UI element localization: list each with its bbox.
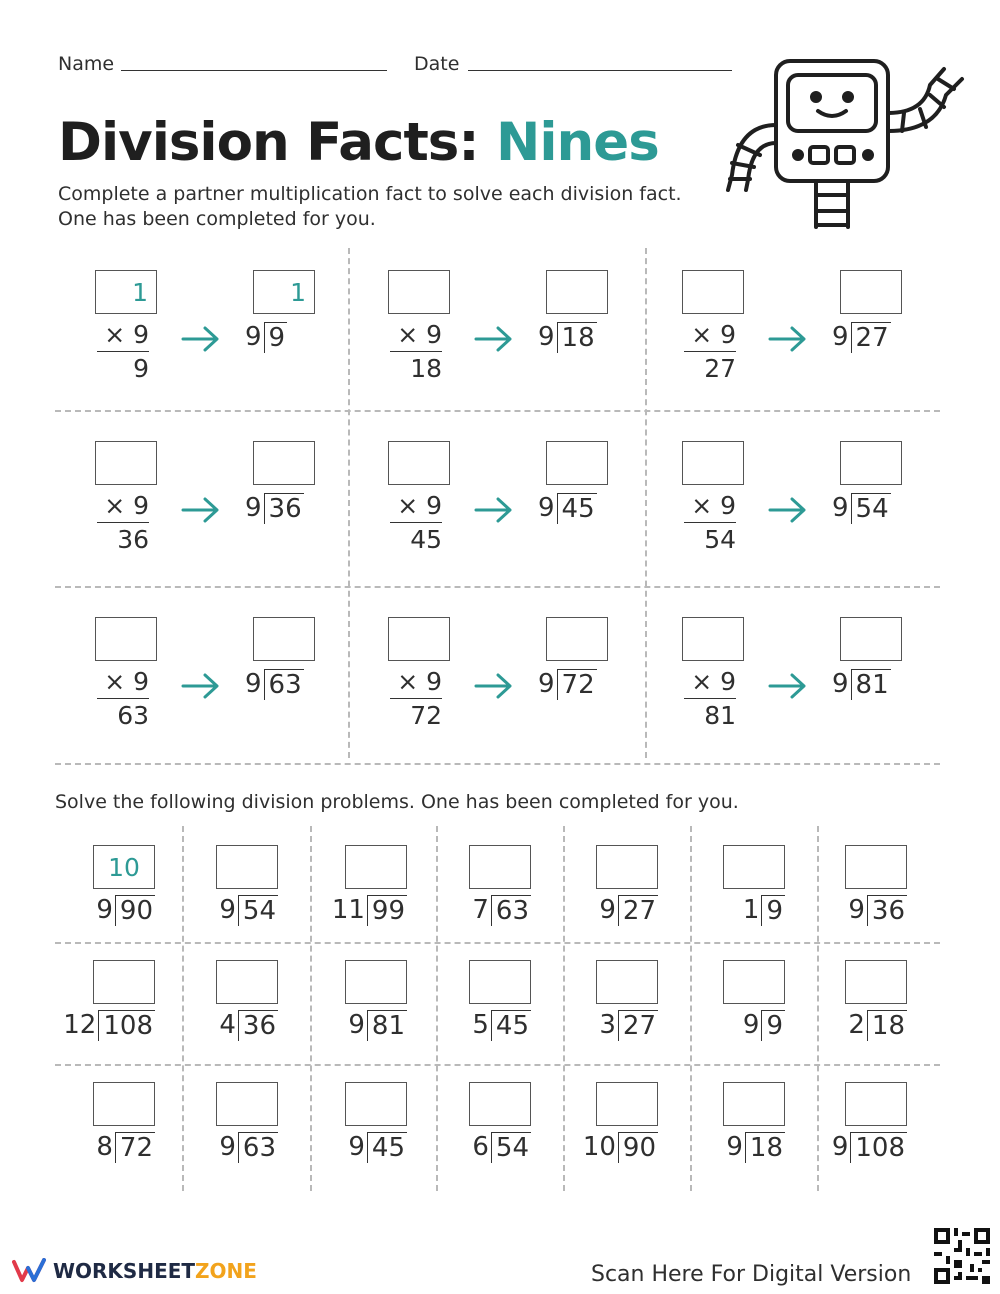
multiplication-answer-box[interactable] — [388, 617, 450, 661]
multiplication-fact — [97, 491, 149, 554]
multiplication-answer-box[interactable] — [388, 441, 450, 485]
dividend: 45 — [367, 1132, 407, 1163]
grid-divider — [817, 826, 819, 1191]
dividend: 63 — [491, 895, 531, 926]
quotient-answer-box[interactable] — [596, 960, 658, 1004]
multiplication-answer-box[interactable] — [682, 270, 744, 314]
multiplier: × 9 — [97, 320, 149, 352]
product: 72 — [410, 701, 442, 730]
quotient-answer-box[interactable] — [469, 1082, 531, 1126]
dividend: 81 — [851, 669, 891, 700]
multiplication-answer-box[interactable] — [682, 617, 744, 661]
divisor: 2 — [848, 1010, 865, 1040]
dividend: 63 — [238, 1132, 278, 1163]
dividend: 27 — [618, 1010, 658, 1041]
product: 18 — [410, 354, 442, 383]
qr-code[interactable] — [934, 1228, 990, 1284]
dividend: 72 — [115, 1132, 155, 1163]
long-division — [472, 1132, 531, 1163]
multiplier: × 9 — [684, 667, 736, 699]
quotient-answer-box[interactable] — [596, 845, 658, 889]
quotient-answer-box[interactable] — [845, 960, 907, 1004]
title-accent: Nines — [496, 112, 659, 173]
quotient-answer-box[interactable] — [723, 845, 785, 889]
quotient-answer-box[interactable] — [216, 845, 278, 889]
quotient-answer-box[interactable] — [345, 1082, 407, 1126]
arrow-right-icon — [180, 324, 222, 354]
division-answer-box[interactable] — [253, 617, 315, 661]
quotient-answer-box[interactable] — [845, 845, 907, 889]
quotient-answer-box[interactable] — [345, 845, 407, 889]
title-main: Division Facts: — [58, 112, 496, 173]
product: 54 — [704, 525, 736, 554]
arrow-right-icon — [473, 671, 515, 701]
division-fact — [832, 322, 891, 353]
quotient-answer-box[interactable] — [216, 960, 278, 1004]
brand-name: WORKSHEET — [52, 1259, 196, 1283]
divisor: 7 — [472, 895, 489, 925]
instructions-line-2: One has been completed for you. — [58, 208, 376, 230]
dividend: 36 — [867, 895, 907, 926]
dividend: 45 — [557, 493, 597, 524]
multiplication-fact — [390, 491, 442, 554]
multiplication-fact — [390, 320, 442, 383]
multiplication-answer-box[interactable] — [388, 270, 450, 314]
divisor: 5 — [472, 1010, 489, 1040]
division-fact — [538, 322, 597, 353]
dividend: 54 — [851, 493, 891, 524]
long-division — [832, 1132, 907, 1163]
long-division — [96, 1132, 155, 1163]
long-division — [583, 1132, 658, 1163]
divisor: 9 — [832, 322, 849, 352]
arrow-right-icon — [180, 671, 222, 701]
divisor: 9 — [245, 322, 262, 352]
division-answer-box[interactable] — [840, 441, 902, 485]
grid-divider — [563, 826, 565, 1191]
divisor: 11 — [331, 895, 365, 925]
multiplier: × 9 — [390, 320, 442, 352]
brand-logo[interactable] — [12, 1258, 257, 1284]
long-division — [472, 895, 531, 926]
division-answer-box[interactable] — [546, 270, 608, 314]
division-answer-box[interactable] — [546, 441, 608, 485]
dividend: 72 — [557, 669, 597, 700]
product: 81 — [704, 701, 736, 730]
worksheetzone-logo-icon — [12, 1258, 46, 1284]
scan-text: Scan Here For Digital Version — [591, 1262, 912, 1287]
multiplication-answer-box[interactable] — [682, 441, 744, 485]
grid-divider — [182, 826, 184, 1191]
dividend: 18 — [867, 1010, 907, 1041]
divisor: 6 — [472, 1132, 489, 1162]
dividend: 90 — [618, 1132, 658, 1163]
multiplier: × 9 — [684, 491, 736, 523]
multiplication-fact — [97, 320, 149, 383]
grid-divider — [55, 763, 940, 765]
divisor: 9 — [726, 1132, 743, 1162]
dividend: 9 — [761, 895, 785, 926]
long-division — [219, 895, 278, 926]
dividend: 18 — [557, 322, 597, 353]
multiplication-fact — [684, 491, 736, 554]
divisor: 10 — [582, 1132, 616, 1162]
long-division — [743, 1010, 785, 1041]
grid-divider — [348, 248, 350, 758]
arrow-right-icon — [180, 495, 222, 525]
quotient-answer-box[interactable] — [216, 1082, 278, 1126]
quotient-answer-box[interactable]: 10 — [93, 845, 155, 889]
arrow-right-icon — [473, 495, 515, 525]
long-division — [348, 1010, 407, 1041]
grid-divider — [55, 586, 940, 588]
divisor: 1 — [742, 895, 760, 925]
dividend: 54 — [238, 895, 278, 926]
quotient-answer-box[interactable] — [469, 845, 531, 889]
long-division — [63, 1010, 155, 1041]
divisor: 9 — [245, 493, 262, 523]
instructions-line-1: Complete a partner multiplication fact to solve each division fact. — [58, 183, 682, 205]
multiplication-answer-box[interactable] — [95, 441, 157, 485]
division-fact — [832, 669, 891, 700]
division-fact — [538, 493, 597, 524]
dividend: 18 — [745, 1132, 785, 1163]
grid-divider — [55, 942, 940, 944]
grid-divider — [690, 826, 692, 1191]
grid-divider — [436, 826, 438, 1191]
quotient-answer-box[interactable] — [596, 1082, 658, 1126]
division-answer-box[interactable]: 1 — [253, 270, 315, 314]
divisor: 9 — [348, 1132, 365, 1162]
brand-accent: ZONE — [195, 1259, 257, 1283]
dividend: 9 — [264, 322, 288, 353]
dividend: 108 — [98, 1010, 155, 1041]
robot-illustration — [718, 55, 970, 235]
product: 36 — [117, 525, 149, 554]
divisor: 3 — [599, 1010, 616, 1040]
divisor: 9 — [219, 895, 236, 925]
divisor: 9 — [348, 1010, 365, 1040]
long-division — [599, 1010, 658, 1041]
quotient-answer-box[interactable] — [723, 960, 785, 1004]
division-fact — [538, 669, 597, 700]
division-answer-box[interactable] — [253, 441, 315, 485]
page-title — [58, 112, 659, 173]
arrow-right-icon — [767, 324, 809, 354]
dividend: 90 — [115, 895, 155, 926]
divisor: 9 — [742, 1010, 760, 1040]
quotient-answer-box[interactable] — [345, 960, 407, 1004]
long-division — [743, 895, 785, 926]
multiplier: × 9 — [97, 491, 149, 523]
divisor: 9 — [538, 493, 555, 523]
grid-divider — [645, 248, 647, 758]
product: 63 — [117, 701, 149, 730]
multiplier: × 9 — [390, 667, 442, 699]
divisor: 9 — [245, 669, 262, 699]
quotient-answer-box[interactable] — [469, 960, 531, 1004]
dividend: 63 — [264, 669, 304, 700]
long-division — [96, 895, 155, 926]
dividend: 81 — [367, 1010, 407, 1041]
division-fact — [245, 669, 304, 700]
product: 9 — [133, 354, 149, 383]
division-answer-box[interactable] — [840, 617, 902, 661]
dividend: 99 — [367, 895, 407, 926]
division-fact — [245, 493, 304, 524]
name-field[interactable] — [121, 70, 387, 71]
multiplication-fact — [390, 667, 442, 730]
quotient-answer-box[interactable] — [845, 1082, 907, 1126]
divisor: 9 — [832, 493, 849, 523]
long-division — [219, 1010, 278, 1041]
part2-instructions: Solve the following division problems. One has been completed for you. — [55, 791, 739, 813]
long-division — [348, 1132, 407, 1163]
dividend: 27 — [851, 322, 891, 353]
divisor: 9 — [848, 895, 865, 925]
grid-divider — [310, 826, 312, 1191]
dividend: 54 — [491, 1132, 531, 1163]
divisor: 9 — [831, 1132, 849, 1162]
multiplier: × 9 — [684, 320, 736, 352]
divisor: 9 — [219, 1132, 236, 1162]
dividend: 108 — [850, 1132, 907, 1163]
grid-divider — [55, 1064, 940, 1066]
date-field[interactable] — [468, 70, 732, 71]
long-division — [472, 1010, 531, 1041]
dividend: 45 — [491, 1010, 531, 1041]
arrow-right-icon — [767, 495, 809, 525]
multiplication-answer-box[interactable]: 1 — [95, 270, 157, 314]
long-division — [219, 1132, 278, 1163]
divisor: 4 — [219, 1010, 236, 1040]
date-label: Date — [414, 53, 460, 75]
name-label: Name — [58, 53, 115, 75]
dividend: 36 — [264, 493, 304, 524]
long-division — [726, 1132, 785, 1163]
grid-divider — [55, 410, 940, 412]
multiplier: × 9 — [390, 491, 442, 523]
multiplier: × 9 — [97, 667, 149, 699]
long-division — [848, 1010, 907, 1041]
divisor: 12 — [63, 1010, 97, 1040]
division-answer-box[interactable] — [546, 617, 608, 661]
divisor: 8 — [96, 1132, 113, 1162]
quotient-answer-box[interactable] — [93, 1082, 155, 1126]
long-division — [599, 895, 658, 926]
division-fact — [245, 322, 287, 353]
arrow-right-icon — [473, 324, 515, 354]
division-answer-box[interactable] — [840, 270, 902, 314]
dividend: 27 — [618, 895, 658, 926]
long-division — [848, 895, 907, 926]
multiplication-fact — [684, 320, 736, 383]
product: 27 — [704, 354, 736, 383]
dividend: 36 — [238, 1010, 278, 1041]
division-fact — [832, 493, 891, 524]
multiplication-fact — [97, 667, 149, 730]
multiplication-answer-box[interactable] — [95, 617, 157, 661]
divisor: 9 — [832, 669, 849, 699]
quotient-answer-box[interactable] — [723, 1082, 785, 1126]
multiplication-fact — [684, 667, 736, 730]
dividend: 9 — [761, 1010, 785, 1041]
arrow-right-icon — [767, 671, 809, 701]
divisor: 9 — [538, 669, 555, 699]
divisor: 9 — [96, 895, 113, 925]
quotient-answer-box[interactable] — [93, 960, 155, 1004]
long-division — [332, 895, 407, 926]
divisor: 9 — [599, 895, 616, 925]
product: 45 — [410, 525, 442, 554]
divisor: 9 — [538, 322, 555, 352]
